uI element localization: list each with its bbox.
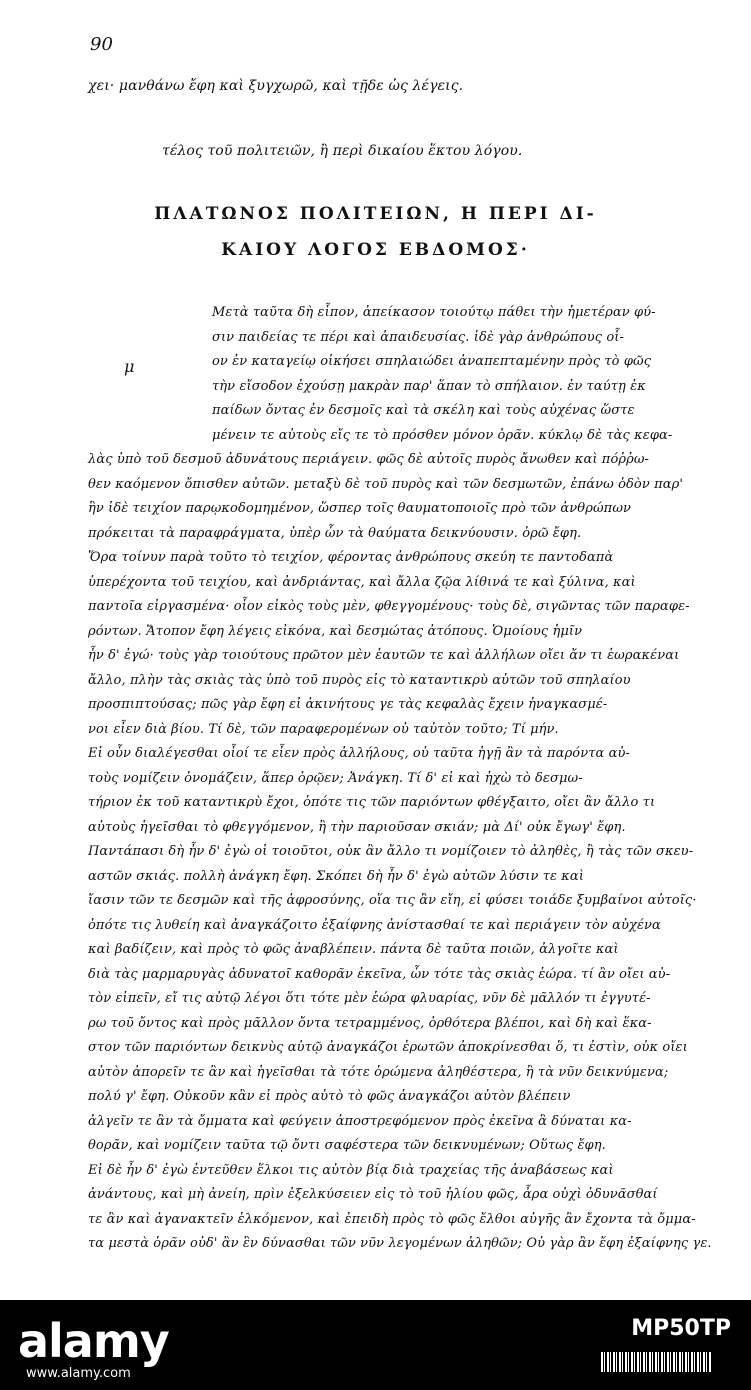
body-line: πρόκειται τὰ παραφράγματα, ὑπὲρ ὧν τὰ θαύματα δεικνύουσιν. ὁρῶ ἔφη. — [88, 525, 582, 541]
body-line: ρόντων. Ἄτοπον ἔφη λέγεις εἰκόνα, καὶ δεσμώτας ἀτόπους. Ὁμοίους ἡμῖν — [88, 623, 583, 639]
body-line: Εἰ οὖν διαλέγεσθαι οἷοί τε εἶεν πρὸς ἀλλήλους, οὐ ταῦτα ἡγῇ ἂν τὰ παρόντα αὐ- — [88, 746, 631, 761]
watermark-barcode — [601, 1352, 711, 1372]
watermark-logo: alamy — [18, 1314, 169, 1368]
body-line: θορᾶν, καὶ νομίζειν ταῦτα τῷ ὄντι σαφέστερα τῶν δεικνυμένων; Οὕτως ἔφη. — [88, 1138, 606, 1153]
watermark-url: www.alamy.com — [26, 1366, 131, 1381]
chapter-heading-line-2: ΚΑΙΟΥ ΛΟΓΟΣ ΕΒΔΟΜΟΣ· — [221, 240, 530, 260]
body-line: νοι εἶεν διὰ βίου. Τί δὲ, τῶν παραφερομένων οὐ ταὐτὸν τοῦτο; Τί μήν. — [88, 721, 559, 737]
body-line: παντοῖα εἰργασμένα· οἷον εἰκὸς τοὺς μὲν, φθεγγομένους· τοὺς δὲ, σιγῶντας τῶν παραφε- — [88, 599, 690, 614]
body-line: ἣν ἰδὲ τειχίον παρῳκοδομημένον, ὥσπερ τοῖς θαυματοποιοῖς πρὸ τῶν ἀνθρώπων — [88, 501, 632, 516]
body-line: ἦν δ' ἐγώ· τοὺς γὰρ τοιούτους πρῶτον μὲν ἑαυτῶν τε καὶ ἀλλήλων οἴει ἄν τι ἑωρακέναι — [88, 648, 680, 663]
body-line: τοὺς νομίζειν ὀνομάζειν, ἅπερ ὁρῷεν; Ἀνάγκη. Τί δ' εἰ καὶ ἠχὼ τὸ δεσμω- — [88, 770, 583, 786]
body-line: ἀλγεῖν τε ἂν τὰ ὄμματα καὶ φεύγειν ἀποστρεφόμενον πρὸς ἐκεῖνα ἃ δύναται κα- — [88, 1113, 632, 1129]
body-line: ἴασιν τῶν τε δεσμῶν καὶ τῆς ἀφροσύνης, οἵα τις ἂν εἴη, εἰ φύσει τοιάδε ξυμβαίνοι αὐτοῖς· — [88, 893, 697, 908]
watermark-image-id: MP50TP — [631, 1316, 731, 1341]
body-line: Ὅρα τοίνυν παρὰ τοῦτο τὸ τειχίον, φέροντας ἀνθρώπους σκεύη τε παντοδαπὰ — [88, 550, 614, 565]
body-line: αὐτὸν ἀπορεῖν τε ἂν καὶ ἡγεῖσθαι τὰ τότε ὁρώμενα ἀληθέστερα, ἢ τὰ νῦν δεικνύμενα; — [88, 1064, 669, 1080]
body-line: Εἰ δὲ ἦν δ' ἐγὼ ἐντεῦθεν ἕλκοι τις αὐτὸν βίᾳ διὰ τραχείας τῆς ἀναβάσεως καὶ — [88, 1162, 614, 1178]
body-line: τὸν εἰπεῖν, εἴ τις αὐτῷ λέγοι ὅτι τότε μὲν ἑώρα φλυαρίας, νῦν δὲ μᾶλλόν τι ἐγγυτέ- — [88, 991, 651, 1006]
body-line: προσπιπτούσας; πῶς γὰρ ἔφη εἰ ἀκινήτους γε τὰς κεφαλὰς ἔχειν ἠναγκασμέ- — [88, 697, 608, 712]
body-line: ἀνάντους, καὶ μὴ ἀνείη, πρὶν ἐξελκύσειεν εἰς τὸ τοῦ ἡλίου φῶς, ἆρα οὐχὶ ὀδυνᾶσθαί — [88, 1187, 658, 1202]
end-title: τέλος τοῦ πολιτειῶν, ἢ περὶ δικαίου ἕκτου λόγου. — [162, 143, 523, 159]
body-line: τε ἂν καὶ ἀγανακτεῖν ἑλκόμενον, καὶ ἐπειδὴ πρὸς τὸ φῶς ἔλθοι αὐγῆς ἂν ἔχοντα τὰ ὄμμα- — [88, 1211, 696, 1227]
body-line: διὰ τὰς μαρμαρυγὰς ἀδυνατοῖ καθορᾶν ἐκεῖνα, ὧν τότε τὰς σκιὰς ἑώρα. τί ἂν οἴει αὐ- — [88, 966, 671, 982]
chapter-heading-line-1: ΠΛΑΤΩΝΟΣ ΠΟΛΙΤΕΙΩΝ, Η ΠΕΡΙ ΔΙ- — [154, 204, 597, 224]
page-number: 90 — [90, 34, 113, 55]
top-line: χει· μανθάνω ἔφη καὶ ξυγχωρῶ, καὶ τῇδε ὡς λέγεις. — [88, 78, 464, 94]
body-line: τήριον ἐκ τοῦ καταντικρὺ ἔχοι, ὁπότε τις τῶν παριόντων φθέγξαιτο, οἴει ἂν ἄλλο τι — [88, 795, 656, 810]
body-line: παίδων ὄντας ἐν δεσμοῖς καὶ τὰ σκέλη καὶ τοὺς αὐχένας ὥστε — [212, 403, 635, 418]
body-line: Μετὰ ταῦτα δὴ εἶπον, ἀπείκασον τοιούτῳ πάθει τὴν ἡμετέραν φύ- — [212, 305, 656, 320]
body-line: ον ἐν καταγείῳ οἰκήσει σπηλαιώδει ἀναπεπταμένην πρὸς τὸ φῶς — [212, 354, 652, 369]
margin-mark: μ — [124, 357, 135, 376]
body-line: πολύ γ' ἔφη. Οὐκοῦν κἂν εἰ πρὸς αὐτὸ τὸ φῶς ἀναγκάζοι αὐτὸν βλέπειν — [88, 1089, 571, 1104]
body-line: λὰς ὑπὸ τοῦ δεσμοῦ ἀδυνάτους περιάγειν. φῶς δὲ αὐτοῖς πυρὸς ἄνωθεν καὶ πόῤῥω- — [88, 452, 650, 467]
body-line: μένειν τε αὐτοὺς εἴς τε τὸ πρόσθεν μόνον ὁρᾶν. κύκλῳ δὲ τὰς κεφα- — [212, 427, 673, 443]
body-line: στον τῶν παριόντων δεικνὺς αὐτῷ ἀναγκάζοι ἐρωτῶν ἀποκρίνεσθαι ὅ, τι ἐστὶν, οὐκ οἴει — [88, 1040, 688, 1055]
body-line: ρω τοῦ ὄντος καὶ πρὸς μᾶλλον ὄντα τετραμμένος, ὀρθότερα βλέποι, καὶ δὴ καὶ ἕκα- — [88, 1015, 652, 1031]
body-line: αὐτοὺς ἡγεῖσθαι τὸ φθεγγόμενον, ἢ τὴν παριοῦσαν σκιάν; μὰ Δί' οὐκ ἔγωγ' ἔφη. — [88, 819, 626, 835]
body-line: αστῶν σκιάς. πολλὴ ἀνάγκη ἔφη. Σκόπει δὴ ἦν δ' ἐγὼ αὐτῶν λύσιν τε καὶ — [88, 868, 585, 884]
body-line: καὶ βαδίζειν, καὶ πρὸς τὸ φῶς ἀναβλέπειν. πάντα δὲ ταῦτα ποιῶν, ἀλγοῖτε καὶ — [88, 942, 619, 957]
body-line: ὑπερέχοντα τοῦ τειχίου, καὶ ἀνδριάντας, καὶ ἄλλα ζῷα λίθινά τε καὶ ξύλινα, καὶ — [88, 574, 636, 590]
body-line: σιν παιδείας τε πέρι καὶ ἀπαιδευσίας. ἰδὲ γὰρ ἀνθρώπους οἷ- — [212, 329, 624, 345]
body-line: θεν καόμενον ὄπισθεν αὐτῶν. μεταξὺ δὲ τοῦ πυρὸς καὶ τῶν δεσμωτῶν, ἐπάνω ὁδὸν παρ' — [88, 476, 684, 492]
body-line: ἄλλο, πλὴν τὰς σκιὰς τὰς ὑπὸ τοῦ πυρὸς εἰς τὸ καταντικρὺ αὐτῶν τοῦ σπηλαίου — [88, 672, 631, 688]
body-line: Παντάπασι δὴ ἦν δ' ἐγὼ οἱ τοιοῦτοι, οὐκ ἂν ἄλλο τι νομίζοιεν τὸ ἀληθὲς, ἢ τὰς τῶν σκευ- — [88, 844, 694, 859]
body-line: τα μεστὰ ὁρᾶν οὐδ' ἂν ἓν δύνασθαι τῶν νῦν λεγομένων ἀληθῶν; Οὐ γὰρ ἂν ἔφη ἐξαίφνης γε. — [88, 1236, 712, 1251]
watermark-bar — [0, 1300, 751, 1390]
body-line: τὴν εἴσοδον ἐχούσῃ μακρὰν παρ' ἅπαν τὸ σπήλαιον. ἐν ταύτῃ ἐκ — [212, 378, 646, 394]
body-line: ὁπότε τις λυθείη καὶ ἀναγκάζοιτο ἐξαίφνης ἀνίστασθαί τε καὶ περιάγειν τὸν αὐχένα — [88, 917, 661, 933]
